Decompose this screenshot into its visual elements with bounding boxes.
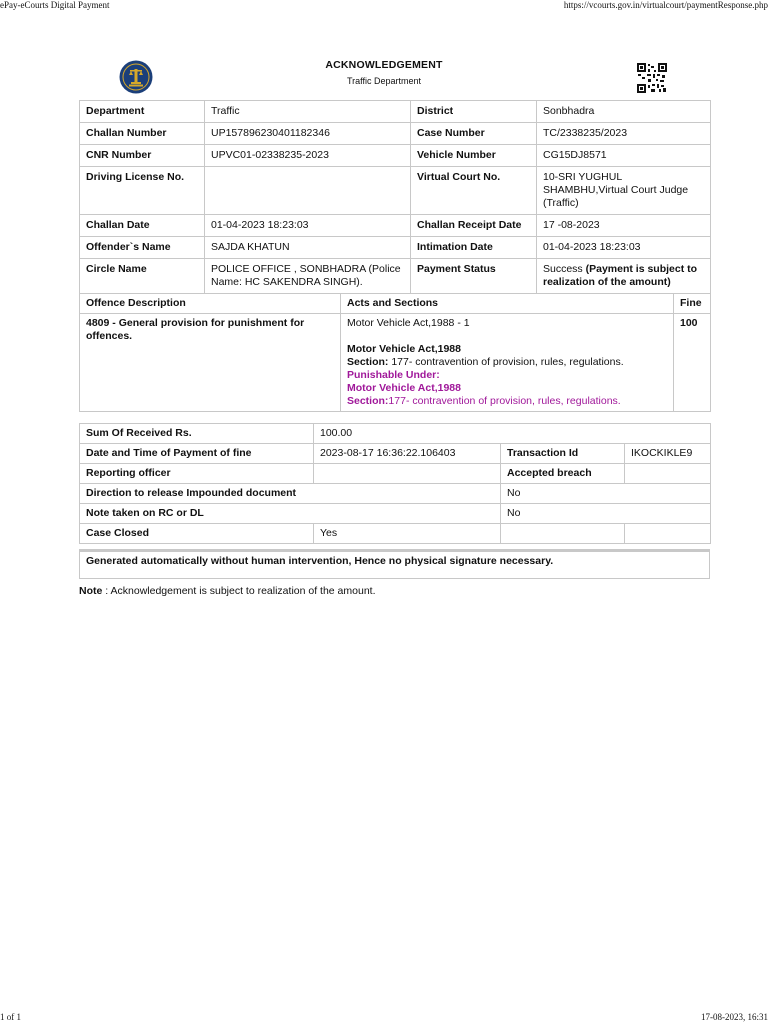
challan-receipt-date-label: Challan Receipt Date bbox=[411, 215, 537, 237]
virtual-court-label: Virtual Court No. bbox=[411, 167, 537, 215]
table-row bbox=[80, 524, 711, 544]
challan-number-label: Challan Number bbox=[80, 123, 205, 145]
table-row bbox=[80, 314, 711, 412]
note-label: Note bbox=[79, 585, 103, 597]
cnr-number-value: UPVC01-02338235-2023 bbox=[205, 145, 411, 167]
challan-date-label: Challan Date bbox=[80, 215, 205, 237]
page-title: ACKNOWLEDGEMENT bbox=[325, 59, 443, 71]
circle-name-value: POLICE OFFICE , SONBHADRA (Police Name: HC SAKENDRA SINGH). bbox=[205, 259, 411, 294]
page-number: 1 of 1 bbox=[0, 1012, 21, 1022]
rc-dl-note-value: No bbox=[501, 504, 711, 524]
district-value: Sonbhadra bbox=[537, 101, 711, 123]
note-text: : Acknowledgement is subject to realization of the amount. bbox=[102, 585, 376, 597]
payment-status-label: Payment Status bbox=[411, 259, 537, 294]
table-header-row bbox=[80, 294, 711, 314]
challan-number-value: UP157896230401182346 bbox=[205, 123, 411, 145]
rc-dl-note-label: Note taken on RC or DL bbox=[80, 504, 501, 524]
driving-license-label: Driving License No. bbox=[80, 167, 205, 215]
virtual-court-value: 10-SRI YUGHUL SHAMBHU,Virtual Court Judge (Traffic) bbox=[537, 167, 711, 215]
empty-cell bbox=[501, 524, 625, 544]
case-closed-value: Yes bbox=[314, 524, 501, 544]
table-row bbox=[80, 101, 711, 123]
table-row bbox=[80, 123, 711, 145]
challan-receipt-date-value: 17 -08-2023 bbox=[537, 215, 711, 237]
table-row bbox=[80, 215, 711, 237]
intimation-date-value: 01-04-2023 18:23:03 bbox=[537, 237, 711, 259]
print-header-title: ePay-eCourts Digital Payment bbox=[0, 0, 110, 10]
fine-value: 100 bbox=[674, 314, 711, 412]
offence-description-value: 4809 - General provision for punishment for offences. bbox=[80, 314, 341, 412]
driving-license-value bbox=[205, 167, 411, 215]
act-name: Motor Vehicle Act,1988 bbox=[347, 343, 461, 355]
payment-status-text: Success bbox=[543, 263, 586, 275]
offender-name-value: SAJDA KHATUN bbox=[205, 237, 411, 259]
auto-generated-statement: Generated automatically without human intervention, Hence no physical signature necessary. bbox=[80, 551, 710, 579]
table-row bbox=[80, 484, 711, 504]
vehicle-number-label: Vehicle Number bbox=[411, 145, 537, 167]
received-sum-value: 100.00 bbox=[314, 424, 711, 444]
punishable-section-label: Section: bbox=[347, 395, 389, 407]
challan-date-value: 01-04-2023 18:23:03 bbox=[205, 215, 411, 237]
punishable-label: Punishable Under: bbox=[347, 369, 440, 381]
payment-datetime-value: 2023-08-17 16:36:22.106403 bbox=[314, 444, 501, 464]
empty-cell bbox=[625, 524, 711, 544]
reporting-officer-value bbox=[314, 464, 501, 484]
offender-name-label: Offender`s Name bbox=[80, 237, 205, 259]
district-label: District bbox=[411, 101, 537, 123]
table-row bbox=[80, 145, 711, 167]
impound-direction-label: Direction to release Impounded document bbox=[80, 484, 501, 504]
reporting-officer-label: Reporting officer bbox=[80, 464, 314, 484]
transaction-id-value: IKOCKIKLE9 bbox=[625, 444, 711, 464]
accepted-breach-label: Accepted breach bbox=[501, 464, 625, 484]
payment-table bbox=[79, 423, 711, 544]
intimation-date-label: Intimation Date bbox=[411, 237, 537, 259]
impound-direction-value: No bbox=[501, 484, 711, 504]
challan-details-table bbox=[79, 100, 711, 294]
cnr-number-label: CNR Number bbox=[80, 145, 205, 167]
act-line: Motor Vehicle Act,1988 - 1 bbox=[347, 317, 470, 329]
circle-name-label: Circle Name bbox=[80, 259, 205, 294]
acts-sections-value bbox=[341, 314, 674, 412]
table-row bbox=[80, 237, 711, 259]
acknowledgement-note bbox=[79, 585, 376, 597]
payment-datetime-label: Date and Time of Payment of fine bbox=[80, 444, 314, 464]
fine-header: Fine bbox=[674, 294, 711, 314]
table-row bbox=[80, 464, 711, 484]
table-row bbox=[80, 504, 711, 524]
page-subtitle: Traffic Department bbox=[346, 76, 422, 86]
received-sum-label: Sum Of Received Rs. bbox=[80, 424, 314, 444]
print-header bbox=[0, 0, 768, 12]
punishable-act: Motor Vehicle Act,1988 bbox=[347, 382, 461, 394]
transaction-id-label: Transaction Id bbox=[501, 444, 625, 464]
qr-code-icon bbox=[637, 63, 667, 93]
acts-sections-header: Acts and Sections bbox=[341, 294, 674, 314]
table-row bbox=[80, 444, 711, 464]
table-row bbox=[80, 259, 711, 294]
table-row bbox=[80, 424, 711, 444]
accepted-breach-value bbox=[625, 464, 711, 484]
statement-table bbox=[79, 549, 710, 579]
department-label: Department bbox=[80, 101, 205, 123]
section-text: 177- contravention of provision, rules, regulations. bbox=[388, 356, 624, 368]
case-closed-label: Case Closed bbox=[80, 524, 314, 544]
print-footer bbox=[0, 1012, 768, 1024]
payment-status-note: (Payment is subject to realization of the amount) bbox=[543, 263, 698, 288]
offence-description-header: Offence Description bbox=[80, 294, 341, 314]
print-datetime: 17-08-2023, 16:31 bbox=[701, 1012, 768, 1022]
case-number-label: Case Number bbox=[411, 123, 537, 145]
case-number-value: TC/2338235/2023 bbox=[537, 123, 711, 145]
section-label: Section: bbox=[347, 356, 389, 368]
punishable-section-text: 177- contravention of provision, rules, regulations. bbox=[388, 395, 621, 407]
print-header-url[interactable]: https://vcourts.gov.in/virtualcourt/paymentResponse.php bbox=[563, 0, 768, 10]
table-row bbox=[80, 551, 710, 579]
department-value: Traffic bbox=[205, 101, 411, 123]
vehicle-number-value: CG15DJ8571 bbox=[537, 145, 711, 167]
offence-table bbox=[79, 293, 711, 412]
payment-status-value bbox=[537, 259, 711, 294]
table-row bbox=[80, 167, 711, 215]
